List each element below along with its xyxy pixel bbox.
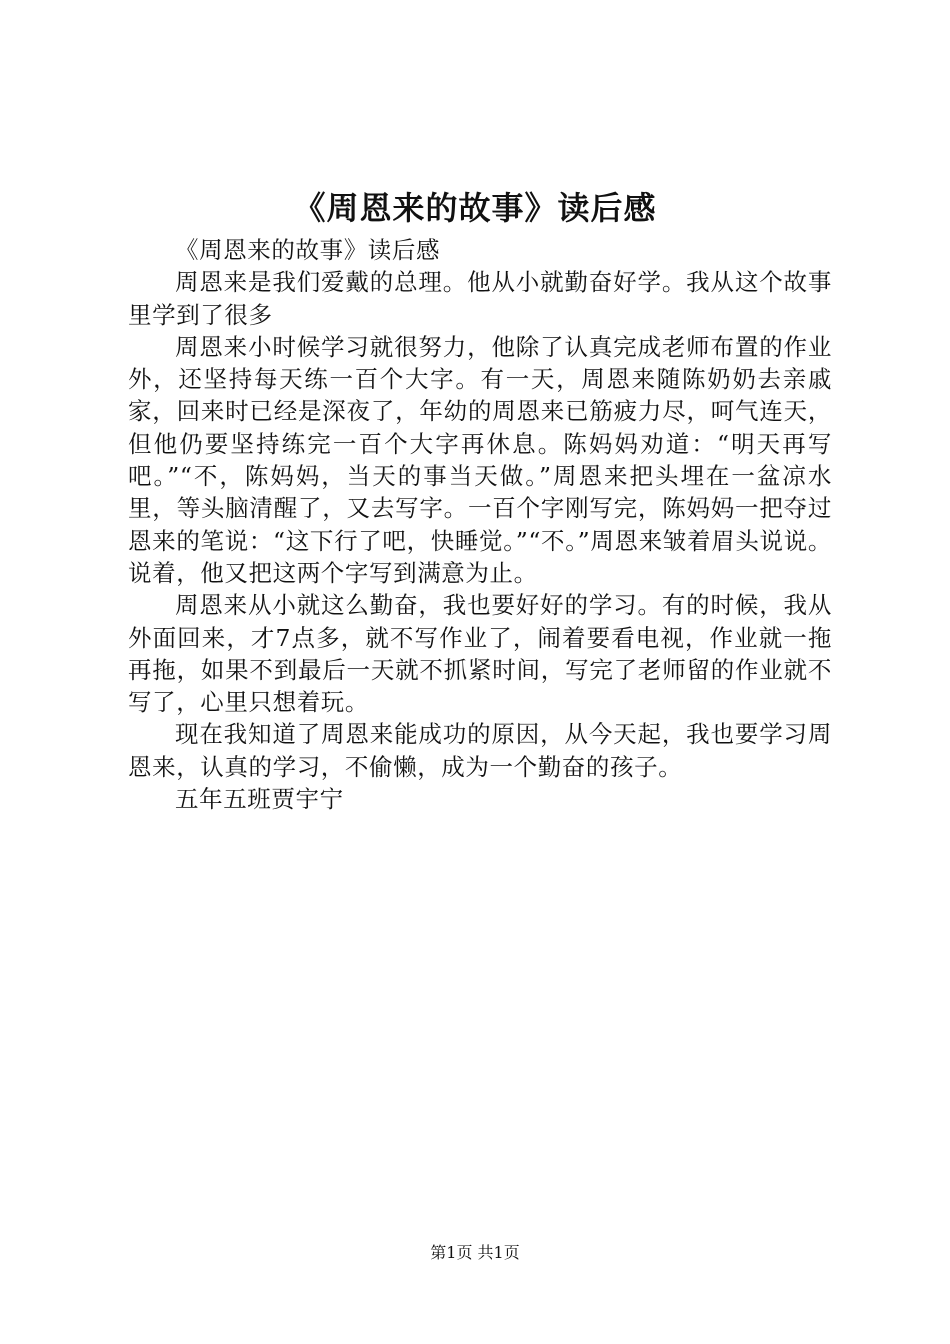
paragraph-intro: 周恩来是我们爱戴的总理。他从小就勤奋好学。我从这个故事里学到了很多 bbox=[128, 268, 832, 329]
document-title: 《周恩来的故事》读后感 bbox=[293, 189, 657, 227]
paragraph-signature: 五年五班贾宇宁 bbox=[175, 785, 344, 814]
paragraph-conclusion: 现在我知道了周恩来能成功的原因，从今天起，我也要学习周恩来，认真的学习，不偷懒，成为一个勤奋的孩子。 bbox=[128, 720, 832, 781]
paragraph-story: 周恩来小时候学习就很努力，他除了认真完成老师布置的作业外，还坚持每天练一百个大字。有一天，周恩来随陈奶奶去亲戚家，回来时已经是深夜了，年幼的周恩来已筋疲力尽，呵气连天，但他仍要坚持练完一百个大字再休息。陈妈妈劝道：“明天再写吧。”“不，陈妈妈，当天的事当天做。”周恩来把头埋在一盆凉水里，等头脑清醒了，又去写字。一百个字刚写完，陈妈妈一把夺过恩来的笔说：“这下行了吧，快睡觉。”“不。”周恩来皱着眉头说说。说着，他又把这两个字写到满意为止。 bbox=[128, 332, 832, 587]
paragraph-subtitle: 《周恩来的故事》读后感 bbox=[175, 236, 441, 264]
page-footer: 第1页 共1页 bbox=[430, 1243, 520, 1262]
document-body bbox=[128, 234, 832, 815]
paragraph-reflection: 周恩来从小就这么勤奋，我也要好好的学习。有的时候，我从外面回来，才7点多，就不写作业了，闹着要看电视，作业就一拖再拖，如果不到最后一天就不抓紧时间，写完了老师留的作业就不写了，心里只想着玩。 bbox=[128, 591, 832, 717]
